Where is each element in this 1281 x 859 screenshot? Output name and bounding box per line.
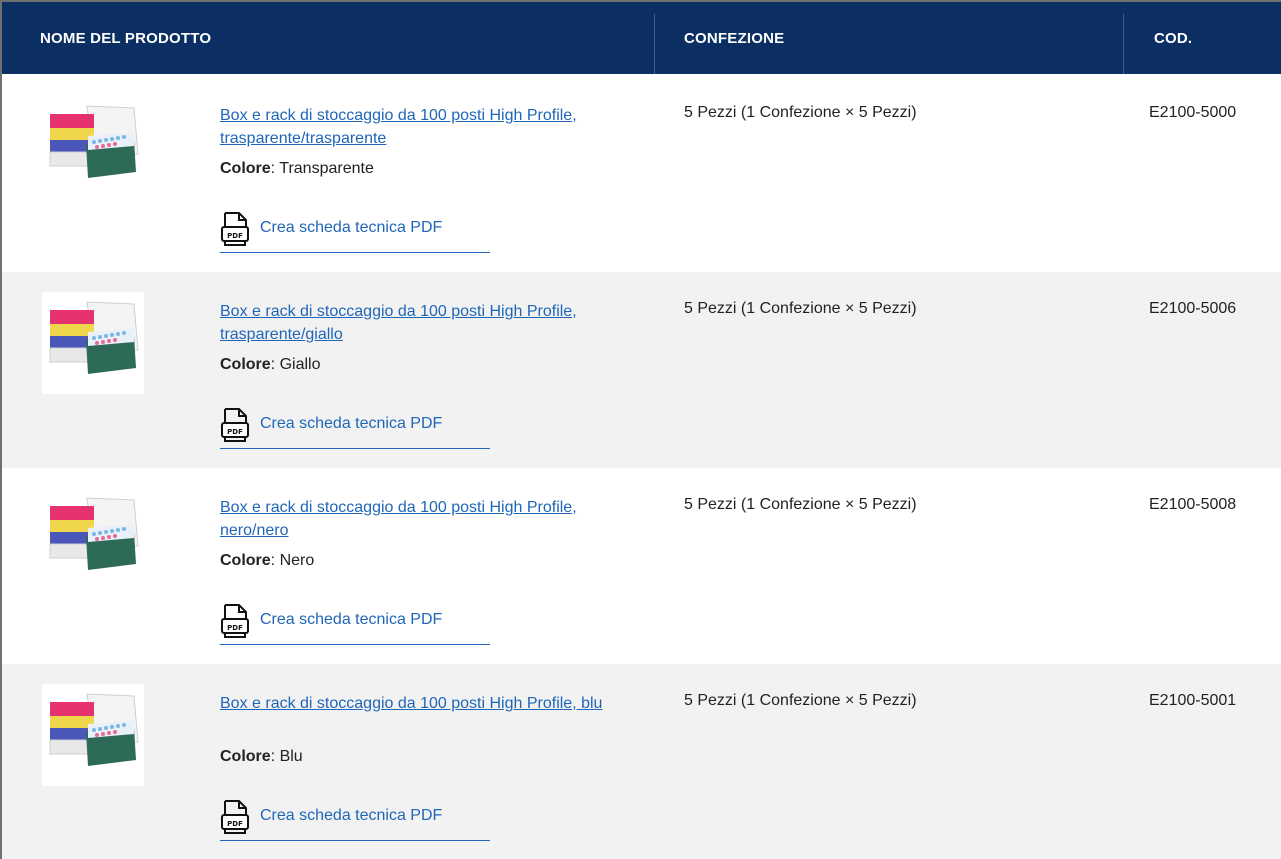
product-thumbnail[interactable] (42, 488, 144, 590)
table-row (2, 468, 1281, 664)
packaging-value: 5 Pezzi (1 Confezione × 5 Pezzi) (684, 300, 917, 317)
product-image-icon (42, 292, 144, 394)
color-label: Colore (220, 748, 271, 765)
column-divider (654, 14, 655, 74)
table-row (2, 272, 1281, 468)
product-code: E2100-5008 (1149, 496, 1237, 513)
color-info (220, 160, 374, 178)
product-image-icon (42, 488, 144, 590)
create-pdf-button[interactable] (220, 603, 490, 645)
svg-text:PDF: PDF (227, 428, 243, 436)
header-packaging: CONFEZIONE (684, 29, 785, 47)
product-thumbnail[interactable] (42, 292, 144, 394)
packaging-value: 5 Pezzi (1 Confezione × 5 Pezzi) (684, 496, 917, 513)
color-value: : Nero (270, 552, 315, 569)
color-info (220, 552, 314, 570)
column-divider (1123, 14, 1124, 74)
color-label: Colore (220, 552, 271, 569)
create-pdf-button[interactable] (220, 799, 490, 841)
color-label: Colore (220, 160, 271, 177)
product-code: E2100-5001 (1149, 692, 1237, 709)
svg-text:PDF: PDF (227, 820, 243, 828)
color-info (220, 748, 303, 766)
create-pdf-button[interactable] (220, 407, 490, 449)
table-row (2, 664, 1281, 859)
pdf-file-icon (220, 407, 250, 443)
color-value: : Blu (270, 748, 303, 765)
table-header (2, 2, 1281, 74)
product-code: E2100-5006 (1149, 300, 1237, 317)
create-pdf-label[interactable]: Crea scheda tecnica PDF (260, 807, 443, 824)
header-code: COD. (1154, 29, 1193, 47)
header-product-name: NOME DEL PRODOTTO (40, 29, 212, 47)
create-pdf-button[interactable] (220, 211, 490, 253)
product-title-link[interactable]: Box e rack di stoccaggio da 100 posti High Profile, blu (220, 695, 603, 712)
product-title-link[interactable]: Box e rack di stoccaggio da 100 posti High Profile, trasparente/trasparente (220, 107, 577, 147)
pdf-file-icon (220, 603, 250, 639)
pdf-file-icon (220, 799, 250, 835)
color-info (220, 356, 320, 374)
product-image-icon (42, 684, 144, 786)
color-label: Colore (220, 356, 271, 373)
product-code: E2100-5000 (1149, 104, 1237, 121)
packaging-value: 5 Pezzi (1 Confezione × 5 Pezzi) (684, 692, 917, 709)
product-thumbnail[interactable] (42, 684, 144, 786)
packaging-value: 5 Pezzi (1 Confezione × 5 Pezzi) (684, 104, 917, 121)
color-value: : Giallo (270, 356, 321, 373)
product-thumbnail[interactable] (42, 96, 144, 198)
svg-text:PDF: PDF (227, 624, 243, 632)
pdf-file-icon (220, 211, 250, 247)
color-value: : Transparente (270, 160, 374, 177)
svg-text:PDF: PDF (227, 232, 243, 240)
product-title-link[interactable]: Box e rack di stoccaggio da 100 posti High Profile, nero/nero (220, 499, 577, 539)
create-pdf-label[interactable]: Crea scheda tecnica PDF (260, 219, 443, 236)
create-pdf-label[interactable]: Crea scheda tecnica PDF (260, 415, 443, 432)
product-image-icon (42, 96, 144, 198)
product-title-link[interactable]: Box e rack di stoccaggio da 100 posti High Profile, trasparente/giallo (220, 303, 577, 343)
create-pdf-label[interactable]: Crea scheda tecnica PDF (260, 611, 443, 628)
table-row (2, 76, 1281, 272)
